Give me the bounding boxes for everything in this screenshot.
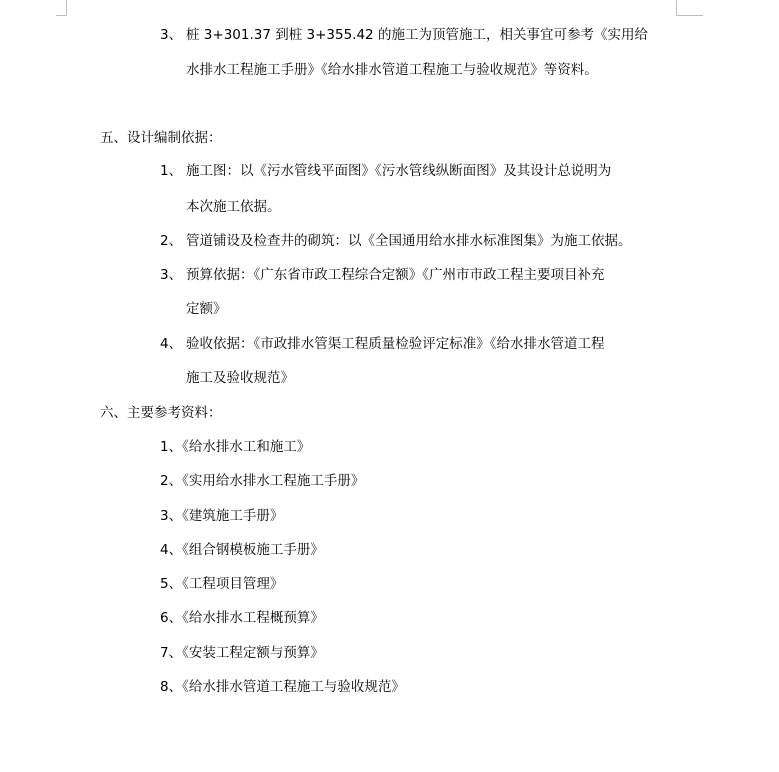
reference-item: 7、《安装工程定额与预算》 [160, 645, 324, 661]
paragraph-line: 本次施工依据。 [186, 199, 281, 215]
reference-item: 4、《组合钢模板施工手册》 [160, 542, 324, 558]
section-heading: 六、主要参考资料： [100, 405, 222, 421]
list-number: 3、 [160, 267, 183, 283]
reference-item: 8、《给水排水管道工程施工与验收规范》 [160, 679, 405, 695]
paragraph-line: 施工及验收规范》 [186, 370, 294, 386]
margin-corner-mark-left [56, 0, 67, 16]
list-number: 4、 [160, 336, 183, 352]
margin-corner-mark-right [676, 0, 703, 16]
reference-item: 5、《工程项目管理》 [160, 576, 284, 592]
list-number: 3、 [160, 27, 183, 43]
list-number: 2、 [160, 233, 183, 249]
paragraph-line: 水排水工程施工手册》《给水排水管道工程施工与验收规范》等资料。 [186, 62, 598, 78]
reference-item: 6、《给水排水工程概预算》 [160, 610, 324, 626]
paragraph-line: 桩 3+301.37 到桩 3+355.42 的施工为顶管施工，相关事宜可参考《实用给 [186, 27, 648, 43]
paragraph-line: 预算依据：《广东省市政工程综合定额》《广州市市政工程主要项目补充 [186, 267, 605, 283]
reference-item: 1、《给水排水工和施工》 [160, 439, 311, 455]
reference-item: 2、《实用给水排水工程施工手册》 [160, 473, 365, 489]
paragraph-line: 定额》 [186, 301, 227, 317]
paragraph-line: 管道铺设及检查井的砌筑：以《全国通用给水排水标准图集》为施工依据。 [186, 233, 632, 249]
list-number: 1、 [160, 163, 183, 179]
reference-item: 3、《建筑施工手册》 [160, 508, 284, 524]
paragraph-line: 验收依据：《市政排水管渠工程质量检验评定标准》《给水排水管道工程 [186, 336, 605, 352]
paragraph-line: 施工图：以《污水管线平面图》《污水管线纵断面图》及其设计总说明为 [186, 163, 612, 179]
section-heading: 五、设计编制依据： [100, 130, 222, 146]
